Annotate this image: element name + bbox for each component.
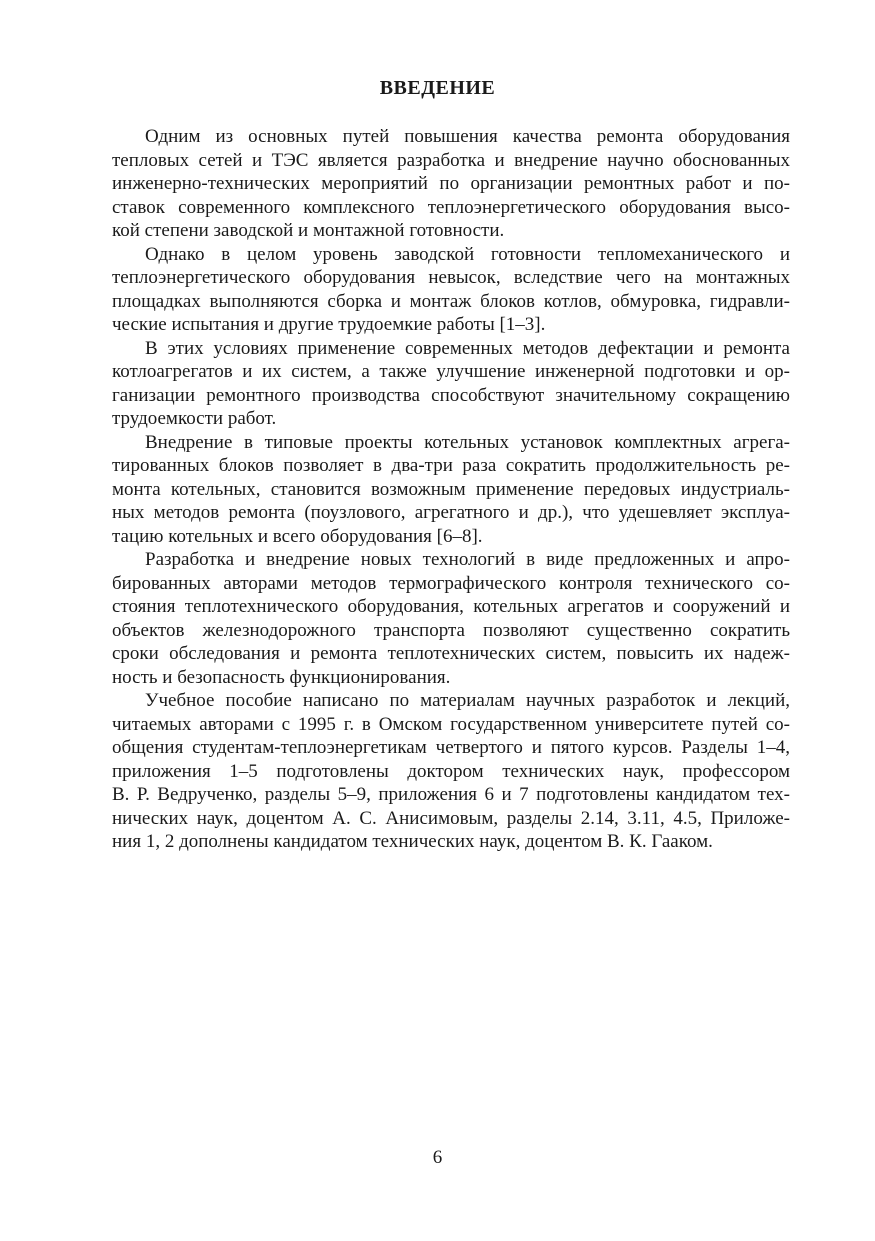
text-line: объектов железнодорожного транспорта позволяют существенно сократить — [112, 619, 790, 641]
text-line: Одним из основных путей повышения качества ремонта оборудования — [145, 126, 790, 147]
text-line: ния 1, 2 дополнены кандидатом технических наук, доцентом В. К. Гааком. — [112, 831, 713, 853]
text-line: ческие испытания и другие трудоемкие работы [1–3]. — [112, 314, 546, 336]
text-line: бированных авторами методов термографического контроля технического со- — [112, 572, 790, 594]
page-title: ВВЕДЕНИЕ — [379, 77, 496, 99]
text-line: котлоагрегатов и их систем, а также улучшение инженерной подготовки и ор- — [112, 361, 790, 383]
text-line: тепловых сетей и ТЭС является разработка и внедрение научно обоснованных — [112, 149, 790, 171]
text-line: ность и безопасность функционирования. — [112, 666, 451, 688]
text-line: ставок современного комплексного теплоэнергетического оборудования высо- — [112, 196, 790, 218]
text-line: ганизации ремонтного производства способствуют значительному сокращению — [112, 384, 790, 406]
text-line: тацию котельных и всего оборудования [6–8]. — [112, 525, 483, 547]
text-line: сроки обследования и ремонта теплотехнических систем, повысить их надеж- — [112, 643, 790, 665]
page-number: 6 — [432, 1147, 443, 1168]
text-line: ных методов ремонта (поузлового, агрегатного и др.), что удешевляет эксплуа- — [112, 502, 790, 524]
text-line: Разработка и внедрение новых технологий в виде предложенных и апро- — [145, 549, 790, 571]
text-line: кой степени заводской и монтажной готовности. — [112, 220, 505, 242]
text-line: читаемых авторами с 1995 г. в Омском государственном университете путей со- — [112, 713, 790, 735]
paragraph — [112, 243, 790, 337]
text-line: Однако в целом уровень заводской готовности тепломеханического и — [145, 243, 790, 265]
paragraph — [112, 689, 790, 854]
text-line: площадках выполняются сборка и монтаж блоков котлов, обмуровка, гидравли- — [112, 290, 790, 312]
paragraph — [112, 548, 790, 689]
text-line: инженерно-технических мероприятий по организации ремонтных работ и по- — [112, 173, 790, 195]
text-line: приложения 1–5 подготовлены доктором технических наук, профессором — [112, 760, 790, 782]
paragraph — [112, 337, 790, 431]
text-line: Внедрение в типовые проекты котельных установок комплектных агрега- — [145, 431, 790, 453]
text-line: В. Р. Ведрученко, разделы 5–9, приложения 6 и 7 подготовлены кандидатом тех- — [112, 784, 790, 806]
document-body — [112, 125, 790, 854]
text-line: нических наук, доцентом А. С. Анисимовым, разделы 2.14, 3.11, 4.5, Приложе- — [112, 807, 790, 829]
paragraph — [112, 125, 790, 243]
paragraph — [112, 431, 790, 549]
text-line: тированных блоков позволяет в два-три раза сократить продолжительность ре- — [112, 455, 790, 477]
text-line: Учебное пособие написано по материалам научных разработок и лекций, — [145, 690, 790, 712]
text-line: теплоэнергетического оборудования невысок, вследствие чего на монтажных — [112, 267, 790, 289]
text-line: стояния теплотехнического оборудования, котельных агрегатов и сооружений и — [112, 596, 790, 618]
text-line: общения студентам-теплоэнергетикам четвертого и пятого курсов. Разделы 1–4, — [112, 737, 790, 759]
text-line: трудоемкости работ. — [112, 408, 277, 430]
text-line: В этих условиях применение современных методов дефектации и ремонта — [145, 337, 790, 359]
text-line: монта котельных, становится возможным применение передовых индустриаль- — [112, 478, 790, 500]
